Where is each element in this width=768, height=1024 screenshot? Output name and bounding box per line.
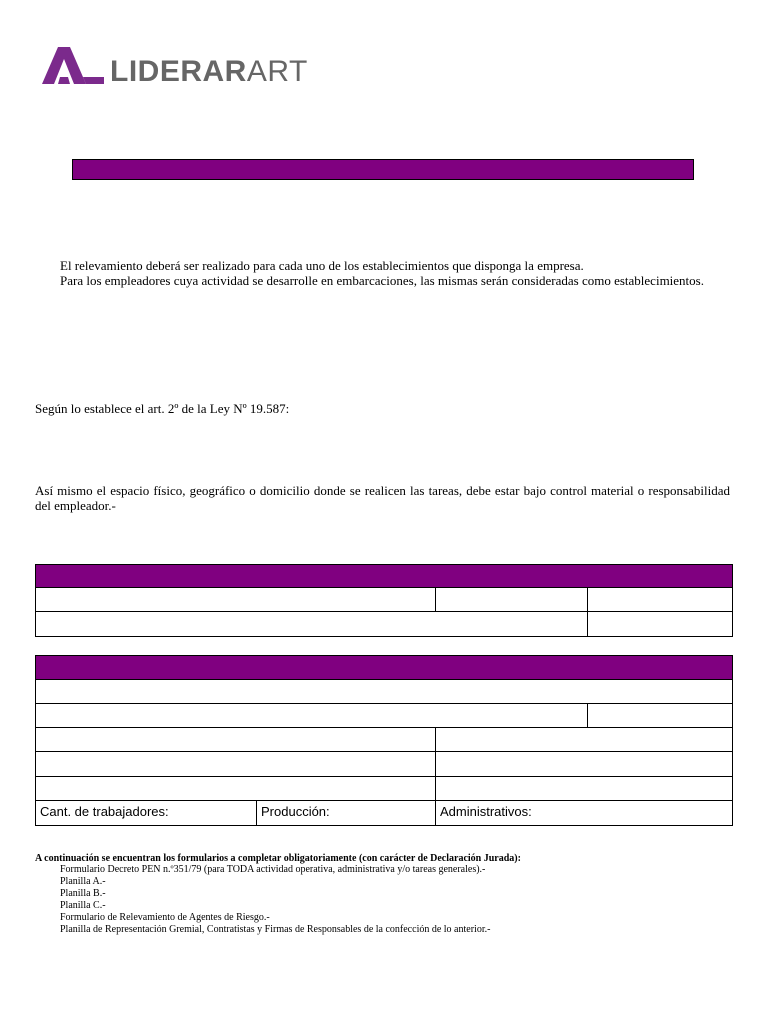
forms-list-item: Formulario de Relevamiento de Agentes de Riesgo.- xyxy=(60,912,270,923)
table2-cell-r4c1[interactable] xyxy=(35,751,436,777)
liderar-logo-text xyxy=(110,52,308,92)
workers-production-label: Producción: xyxy=(261,804,330,819)
table2-cell-r4c2[interactable] xyxy=(435,751,733,777)
table1-cell-r1c1[interactable] xyxy=(35,587,436,612)
table1-header xyxy=(35,564,733,588)
logo-light-text: ART xyxy=(246,55,308,88)
workers-admin-label: Administrativos: xyxy=(440,804,532,819)
forms-list-item: Formulario Decreto PEN n.º351/79 (para TODA actividad operativa, administrativa y/o tareas generales).- xyxy=(60,864,486,875)
table2-cell-r2c1[interactable] xyxy=(35,703,588,728)
forms-list xyxy=(60,864,490,936)
intro-paragraph xyxy=(35,258,730,288)
table1-cell-r2c1[interactable] xyxy=(35,611,588,637)
table2-header xyxy=(35,655,733,680)
logo-bold-text: LIDERAR xyxy=(110,55,247,88)
table2-cell-r2c2[interactable] xyxy=(587,703,733,728)
workers-total-cell[interactable] xyxy=(35,800,257,826)
table1-cell-r2c2[interactable] xyxy=(587,611,733,637)
workers-admin-cell[interactable] xyxy=(435,800,733,826)
physical-space-paragraph: Así mismo el espacio físico, geográfico o domicilio donde se realicen las tareas, debe estar bajo control material o responsabilidad del empleador.- xyxy=(35,483,730,513)
table2-cell-r5c1[interactable] xyxy=(35,776,436,801)
forms-list-item: Planilla C.- xyxy=(60,900,106,911)
forms-list-item: Planilla A.- xyxy=(60,876,106,887)
liderar-logo-mark xyxy=(42,47,104,84)
forms-heading: A continuación se encuentran los formularios a completar obligatoriamente (con carácter de Declaración Jurada): xyxy=(35,853,521,864)
law-reference: Según lo establece el art. 2º de la Ley Nº 19.587: xyxy=(35,401,290,416)
table1-cell-r1c3[interactable] xyxy=(587,587,733,612)
title-bar xyxy=(72,159,694,180)
workers-production-cell[interactable] xyxy=(256,800,436,826)
intro-line-2: Para los empleadores cuya actividad se desarrolle en embarcaciones, las mismas serán consideradas como establecimientos. xyxy=(60,273,704,288)
table2-cell-r3c1[interactable] xyxy=(35,727,436,752)
workers-total-label: Cant. de trabajadores: xyxy=(40,804,169,819)
forms-list-item: Planilla B.- xyxy=(60,888,106,899)
table1-cell-r1c2[interactable] xyxy=(435,587,588,612)
table2-cell-r5c2[interactable] xyxy=(435,776,733,801)
intro-line-1: El relevamiento deberá ser realizado para cada uno de los establecimientos que disponga la empresa. xyxy=(60,258,584,273)
table2-cell-r1[interactable] xyxy=(35,679,733,704)
table2-cell-r3c2[interactable] xyxy=(435,727,733,752)
forms-list-item: Planilla de Representación Gremial, Contratistas y Firmas de Responsables de la confección de lo anterior.- xyxy=(60,924,491,935)
